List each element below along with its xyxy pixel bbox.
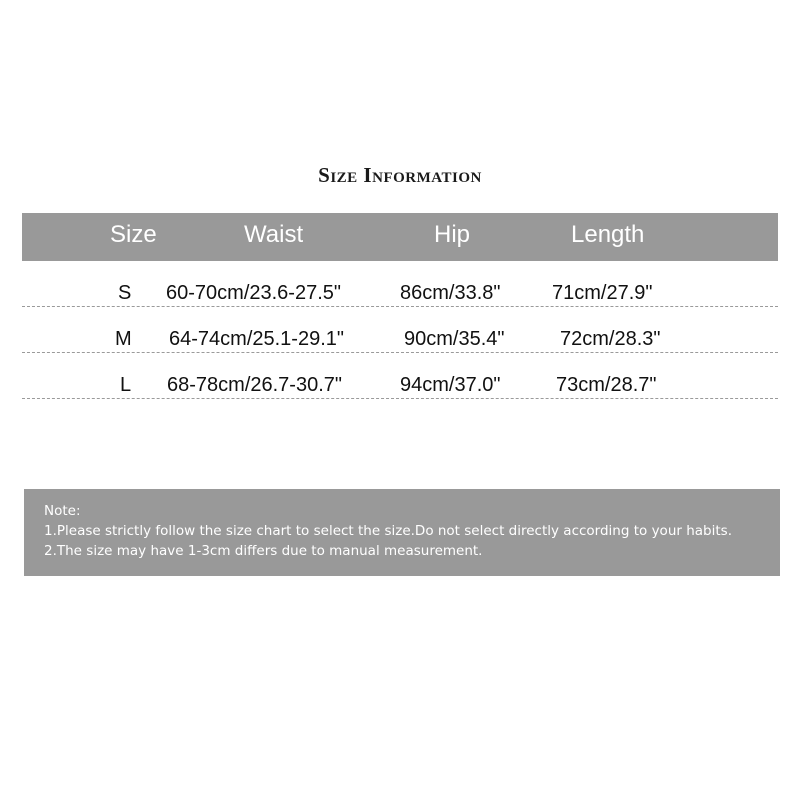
cell-length: 72cm/28.3": [560, 328, 661, 350]
table-row: [22, 261, 778, 307]
cell-hip: 86cm/33.8": [400, 282, 501, 304]
note-line-1: 1.Please strictly follow the size chart to select the size.Do not select directly according to your habits.: [44, 523, 732, 539]
table-row: [22, 307, 778, 353]
header-waist: Waist: [244, 221, 304, 248]
header-size: Size: [110, 221, 157, 248]
header-length: Length: [571, 221, 645, 248]
table-header: [22, 213, 778, 261]
cell-length: 71cm/27.9": [552, 282, 653, 304]
cell-length: 73cm/28.7": [556, 374, 657, 396]
cell-waist: 64-74cm/25.1-29.1": [169, 328, 344, 350]
size-table: [22, 213, 778, 399]
header-hip: Hip: [434, 221, 471, 248]
note-heading: Note:: [44, 503, 81, 519]
cell-size: M: [115, 328, 132, 350]
note-box: [24, 489, 780, 576]
table-row: [22, 353, 778, 399]
page-title: Size Information: [318, 163, 482, 187]
cell-hip: 90cm/35.4": [404, 328, 505, 350]
cell-size: S: [118, 282, 132, 304]
cell-waist: 68-78cm/26.7-30.7": [167, 374, 342, 396]
cell-hip: 94cm/37.0": [400, 374, 501, 396]
cell-waist: 60-70cm/23.6-27.5": [166, 282, 341, 304]
note-line-2: 2.The size may have 1-3cm differs due to manual measurement.: [44, 543, 483, 559]
cell-size: L: [120, 374, 132, 396]
